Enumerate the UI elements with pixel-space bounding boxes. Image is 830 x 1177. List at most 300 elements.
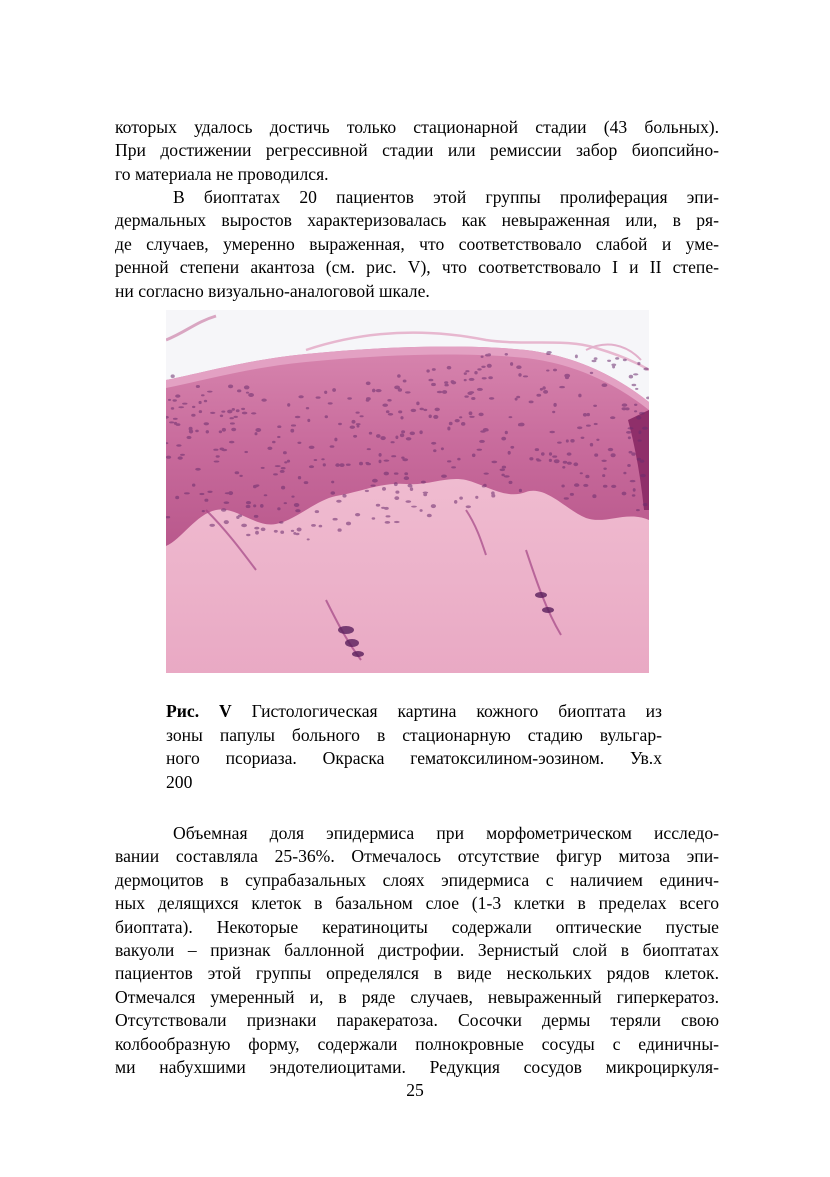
nucleus [395,436,398,440]
nucleus [187,436,192,439]
page-number: 25 [406,1080,424,1100]
nucleus [387,399,391,402]
nucleus [427,514,432,518]
nucleus [633,373,638,375]
nucleus [553,369,557,372]
nucleus [481,356,484,358]
nucleus [575,355,578,359]
nucleus [610,416,615,419]
nucleus [346,522,351,526]
nucleus [260,504,264,508]
nucleus [321,458,324,460]
text-line: вании составляла 25-36%. Отмечалось отсутствие фигур митоза эпи- [115,846,719,867]
nucleus [628,436,631,439]
nucleus [284,502,287,504]
nucleus [394,521,400,523]
nucleus [596,439,599,441]
nucleus [221,508,226,512]
nucleus [608,448,613,451]
nucleus [637,362,640,365]
nucleus [237,389,241,392]
nucleus [457,458,460,461]
nucleus [298,476,301,479]
nucleus [253,504,256,507]
nucleus [488,376,493,379]
nucleus [206,430,209,433]
nucleus [411,506,417,508]
nucleus [251,412,256,414]
nucleus [564,497,569,499]
nucleus [581,437,585,439]
nucleus [629,375,633,379]
nucleus [471,397,475,400]
nucleus [594,423,598,425]
nucleus [464,372,467,375]
nucleus [277,436,280,438]
text-line: го материала не проводился. [115,163,329,184]
nucleus [244,451,248,453]
nucleus [195,430,199,433]
nucleus [400,416,403,419]
nucleus [461,422,465,426]
nucleus [307,538,310,540]
nucleus [502,466,506,469]
nucleus [441,475,447,478]
nucleus [331,481,334,484]
nucleus [274,530,278,533]
nucleus [639,412,645,415]
nucleus [366,382,371,386]
nucleus [342,494,346,498]
nucleus [420,509,423,512]
nucleus [315,510,319,513]
nucleus [509,481,513,484]
nucleus [505,431,508,435]
nucleus [219,430,222,433]
nucleus [466,505,471,508]
nucleus [475,496,478,499]
nucleus [235,471,240,474]
nucleus [505,353,508,356]
nucleus [479,440,485,443]
histology-figure [166,310,649,673]
nucleus [391,441,395,443]
nucleus [586,425,591,427]
nucleus [173,418,178,420]
nucleus [394,482,398,486]
paragraph-intro [115,116,719,186]
nucleus [264,494,268,496]
nucleus [638,439,642,441]
nucleus [642,427,648,430]
nucleus [171,374,175,378]
nucleus [433,449,436,452]
nucleus [330,445,335,448]
nucleus [369,432,372,435]
nucleus [297,528,302,532]
nucleus [444,381,448,384]
nucleus [291,424,296,426]
nucleus [222,428,226,432]
nucleus [246,392,249,394]
nucleus [372,479,378,483]
nucleus [287,403,290,407]
nucleus [643,503,648,506]
nucleus [372,517,376,519]
nucleus [405,391,411,393]
nucleus [536,458,540,460]
nucleus [196,385,200,388]
nucleus [169,421,174,423]
text-line: В биоптатах 20 пациентов этой группы пролиферация эпи- [173,187,719,207]
nucleus [561,485,564,488]
nucleus [529,457,533,460]
text-line: ми набухшими эндотелиоцитами. Редукция сосудов микроциркуля- [115,1057,719,1078]
nucleus [255,428,261,432]
nucleus [410,432,415,436]
nucleus [324,391,327,394]
nucleus [178,406,184,408]
nucleus [516,365,521,369]
nucleus [611,453,616,457]
nucleus [189,427,193,431]
text-line: При достижении регрессивной стадии или ремиссии забор биопсийно- [115,140,719,161]
nucleus [469,391,474,394]
nucleus [541,452,545,455]
nucleus [376,389,382,392]
nucleus [437,391,443,394]
nucleus [382,404,388,407]
nucleus [429,415,432,419]
nucleus [519,423,525,427]
nucleus [220,448,225,451]
nucleus [380,436,385,440]
nucleus [261,399,266,402]
caption-line [166,700,662,724]
nucleus [388,413,393,416]
nucleus [431,504,436,508]
nucleus [509,416,513,418]
nucleus [481,366,485,368]
nucleus [224,520,229,524]
nucleus [451,466,456,468]
text-line: дермальных выростов характеризовалась как невыраженная или, в ря- [115,210,719,231]
caption-text: Гистологическая картина кожного биоптата из [231,701,662,721]
nucleus [295,416,301,419]
nucleus [578,394,581,398]
nucleus [338,528,342,531]
nucleus [630,480,636,482]
nucleus [562,466,565,469]
nucleus [304,481,309,484]
nucleus [563,461,568,464]
nucleus [339,463,344,467]
nucleus [335,463,340,467]
nucleus [314,459,318,461]
nucleus [638,430,641,434]
nucleus [204,400,207,403]
nucleus [590,443,593,447]
nucleus [229,441,234,444]
nucleus [391,455,396,457]
nucleus [176,444,181,446]
histology-image [166,310,649,673]
nucleus [504,475,510,477]
nucleus [477,368,481,370]
nucleus [469,416,475,418]
nucleus [409,485,413,488]
text-line: вакуоли – признак баллонной дистрофии. Зернистый слой в биоптатах [115,940,719,961]
nucleus [540,388,543,391]
nucleus [580,472,583,474]
nucleus [431,442,436,445]
nucleus [603,468,606,470]
text-line: ренной степени акантоза (см. рис. V), что соответствовало I и II степе- [115,257,719,278]
nucleus [552,411,555,413]
nucleus [549,452,552,455]
nucleus [444,384,448,387]
nucleus [487,364,492,368]
nucleus [442,390,447,394]
nucleus [232,408,235,411]
nucleus [394,472,399,474]
nucleus [593,405,597,407]
nucleus [284,461,287,463]
nucleus [611,364,616,367]
nucleus [195,468,201,471]
nucleus [477,388,483,391]
nucleus [485,354,489,357]
nucleus [241,408,245,410]
nucleus [336,500,341,503]
caption-label: Рис. V [166,701,232,721]
nucleus [338,423,342,425]
text-line: де случаев, умеренно выраженная, что соответствовало слабой и уме- [115,233,719,254]
nucleus [419,430,422,434]
nucleus [451,380,455,383]
nucleus [491,461,497,464]
nucleus [280,531,284,534]
nucleus [491,494,495,498]
text-line: ных делящихся клеток в базальном слое (1-3 клетки в пределах всего [115,893,719,914]
nucleus [516,396,520,399]
nucleus [297,442,301,444]
nucleus [634,404,637,406]
nucleus [207,391,213,393]
nucleus [230,417,234,419]
nucleus [406,437,412,440]
nucleus [328,402,333,404]
nucleus [508,451,511,455]
nucleus [216,455,220,457]
nucleus [236,516,239,519]
text-line: Отмечался умеренный и, в ряде случаев, невыраженный гиперкератоз. [115,986,719,1007]
nucleus [416,402,419,406]
nucleus [557,442,562,444]
nucleus [484,429,489,431]
nucleus [632,494,636,496]
nucleus [401,430,405,433]
nucleus [501,474,504,477]
nucleus [420,408,424,411]
nucleus [570,493,574,496]
nucleus [246,505,251,508]
text-line: биоптата). Некоторые кератиноциты содержали оптические пустые [115,916,719,937]
nucleus [489,397,494,400]
nucleus [559,386,565,388]
text-line: пациентов этой группы определялся в виде нескольких рядов клеток. [115,963,719,984]
nucleus [577,426,582,429]
nucleus [590,372,593,374]
nucleus [356,412,360,414]
nucleus [441,447,444,450]
nucleus [241,524,247,528]
nucleus [355,513,360,516]
nucleus [331,491,336,495]
nucleus [255,432,258,435]
nucleus [607,360,611,362]
nucleus [594,357,598,360]
nucleus [191,414,195,417]
text-line: Объемная доля эпидермиса при морфометрическом исследо- [173,823,719,843]
nucleus [394,386,400,390]
nucleus [519,489,522,493]
nucleus [346,464,351,466]
nucleus [347,397,352,399]
text-line: колбообразную форму, содержали полнокровные сосуды с единичны- [115,1033,719,1054]
nucleus [536,394,541,397]
nucleus [423,493,427,496]
nucleus [395,491,399,494]
nucleus [246,501,251,504]
nucleus [426,369,429,372]
nucleus [398,410,402,413]
nucleus [382,487,386,491]
nucleus [585,475,589,479]
nucleus [379,460,382,464]
nucleus [636,509,640,511]
nucleus [290,429,294,433]
text-line: которых удалось достичь только стационарной стадии (43 больных). [115,117,719,137]
nucleus [261,528,266,532]
nucleus [166,456,171,459]
nucleus [615,357,619,360]
nucleus [622,492,627,496]
nucleus [464,379,467,381]
nucleus [180,454,185,456]
nucleus [643,368,648,371]
nucleus [636,416,641,420]
nucleus [510,362,513,366]
nucleus [543,390,548,394]
nucleus [404,472,408,475]
nucleus [350,426,355,429]
nucleus [254,485,258,488]
nucleus [365,490,369,492]
nucleus [455,419,460,422]
nucleus [281,486,285,490]
nucleus [221,411,225,413]
nucleus [570,439,574,443]
nucleus [367,448,371,450]
paragraph-biopsy [115,186,719,303]
nucleus [553,403,556,407]
nucleus [635,388,638,390]
nucleus [552,455,557,457]
nucleus [353,435,357,438]
nucleus [277,425,281,428]
nucleus [231,428,236,431]
nucleus [623,359,627,362]
nucleus [210,412,215,414]
nucleus [477,449,483,451]
nucleus [381,507,385,509]
nucleus [294,503,300,507]
nucleus [209,524,215,527]
nucleus [236,409,240,412]
nucleus [371,485,376,487]
nucleus [385,521,391,524]
nucleus [323,463,326,466]
nucleus [567,462,572,465]
nucleus [622,403,628,406]
nucleus [184,492,190,494]
nucleus [281,467,286,469]
nucleus [554,459,560,463]
nucleus [325,415,328,418]
nucleus [295,533,299,535]
nucleus [479,413,484,417]
nucleus [254,515,259,518]
nucleus [428,379,433,382]
nucleus [423,409,427,411]
nucleus [435,408,440,412]
nucleus [171,407,174,410]
nucleus [168,399,171,401]
nucleus [309,446,315,449]
nucleus [360,415,364,417]
nucleus [628,427,634,429]
nucleus [246,534,250,536]
nucleus [359,462,363,466]
caption-line: ного псориаза. Окраска гематоксилином-эозином. Ув.х [166,748,662,769]
nucleus [254,527,259,530]
nucleus [449,422,453,426]
nucleus [469,378,475,381]
nucleus [549,459,552,462]
nucleus [316,396,321,398]
nucleus [459,416,462,418]
nucleus [403,380,407,383]
nucleus [566,439,569,442]
nucleus [384,472,389,476]
nucleus [230,422,235,424]
nucleus [633,488,636,492]
nucleus [484,473,489,475]
nucleus [459,497,463,500]
caption-line: 200 [166,771,193,792]
nucleus [307,419,310,422]
nucleus [406,500,412,503]
nucleus [501,437,506,441]
nucleus [175,496,179,500]
nucleus [627,464,631,467]
nucleus [291,496,294,498]
nucleus [592,360,597,362]
nucleus [447,366,452,370]
nucleus [273,473,278,475]
nucleus [623,472,626,475]
